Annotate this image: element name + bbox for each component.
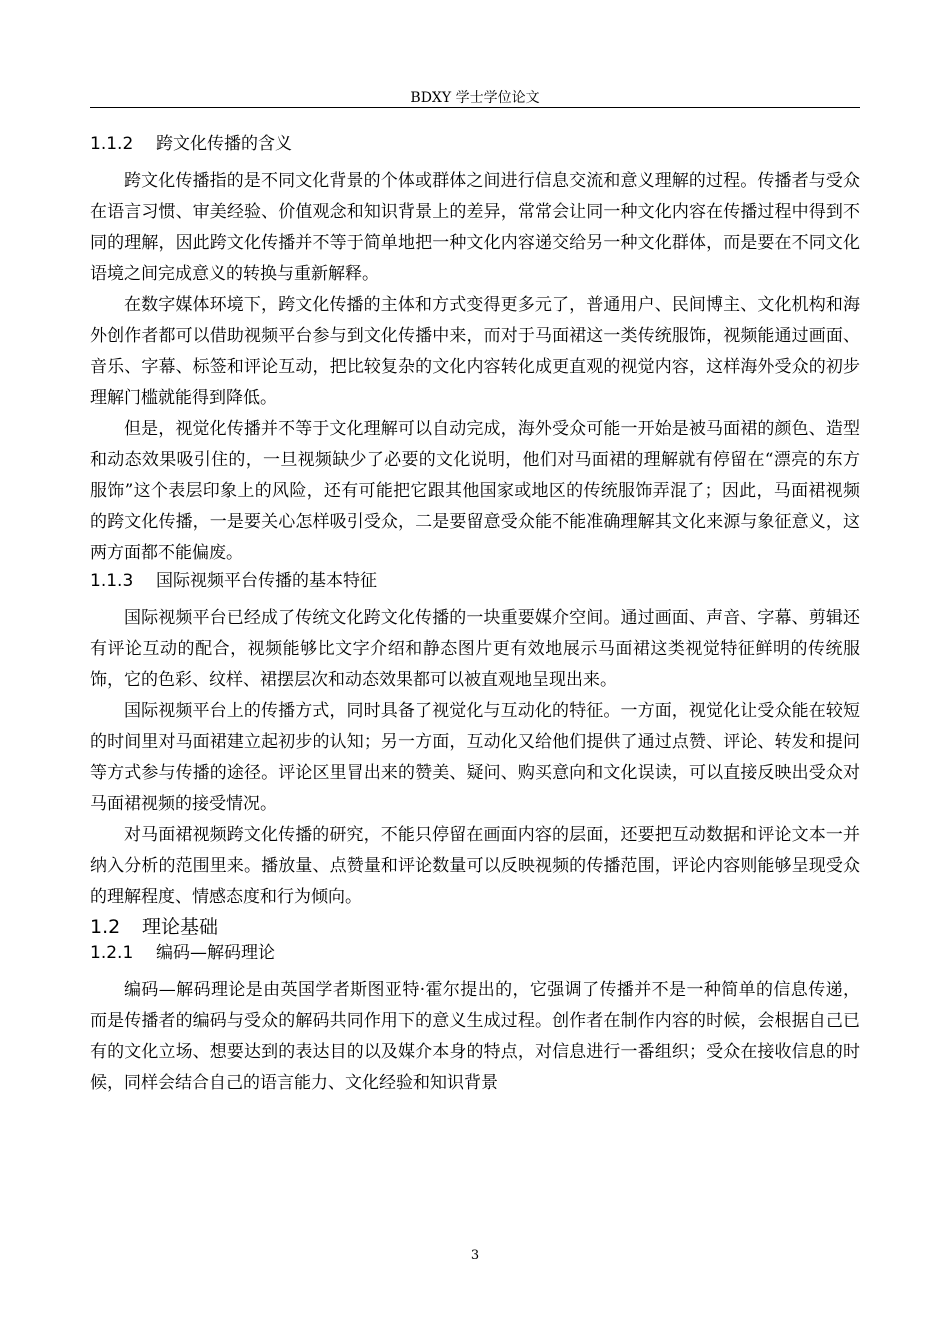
header-rule [90, 107, 860, 108]
section-number: 1.2.1 [90, 943, 134, 963]
section-heading-1-2 [90, 913, 860, 941]
body-paragraph: 国际视频平台上的传播方式，同时具备了视觉化与互动化的特征。一方面，视觉化让受众能在较短的时间里对马面裙建立起初步的认知；另一方面，互动化又给他们提供了通过点赞、评论、转发和提问等方式参与传播的途径。评论区里冒出来的赞美、疑问、购买意向和文化误读，可以直接反映出受众对马面裙视频的接受情况。 [90, 701, 860, 814]
section-number: 1.1.2 [90, 134, 134, 154]
section-title: 跨文化传播的含义 [156, 134, 292, 154]
body-paragraph: 对马面裙视频跨文化传播的研究，不能只停留在画面内容的层面，还要把互动数据和评论文本一并纳入分析的范围里来。播放量、点赞量和评论数量可以反映视频的传播范围，评论内容则能够呈现受众的理解程度、情感态度和行为倾向。 [90, 825, 860, 907]
body-paragraph: 编码—解码理论是由英国学者斯图亚特·霍尔提出的，它强调了传播并不是一种简单的信息传递，而是传播者的编码与受众的解码共同作用下的意义生成过程。创作者在制作内容的时候，会根据自己已有的文化立场、想要达到的表达目的以及媒介本身的特点，对信息进行一番组织；受众在接收信息的时候，同样会结合自己的语言能力、文化经验和知识背景 [90, 980, 860, 1093]
section-heading-1-1-3 [90, 569, 860, 593]
body-paragraph: 但是，视觉化传播并不等于文化理解可以自动完成，海外受众可能一开始是被马面裙的颜色、造型和动态效果吸引住的，一旦视频缺少了必要的文化说明，他们对马面裙的理解就有停留在“漂亮的东方服饰”这个表层印象上的风险，还有可能把它跟其他国家或地区的传统服饰弄混了；因此，马面裙视频的跨文化传播，一是要关心怎样吸引受众，二是要留意受众能不能准确理解其文化来源与象征意义，这两方面都不能偏废。 [90, 419, 860, 563]
body-paragraph: 跨文化传播指的是不同文化背景的个体或群体之间进行信息交流和意义理解的过程。传播者与受众在语言习惯、审美经验、价值观念和知识背景上的差异，常常会让同一种文化内容在传播过程中得到不同的理解，因此跨文化传播并不等于简单地把一种文化内容递交给另一种文化群体，而是要在不同文化语境之间完成意义的转换与重新解释。 [90, 171, 860, 284]
body-paragraph: 国际视频平台已经成了传统文化跨文化传播的一块重要媒介空间。通过画面、声音、字幕、剪辑还有评论互动的配合，视频能够比文字介绍和静态图片更有效地展示马面裙这类视觉特征鲜明的传统服饰，它的色彩、纹样、裙摆层次和动态效果都可以被直观地呈现出来。 [90, 608, 860, 690]
section-heading-1-1-2 [90, 132, 860, 156]
running-header-title: BDXY 学士学位论文 [410, 90, 540, 106]
page-number: 3 [470, 1248, 480, 1263]
section-number: 1.2 [90, 916, 121, 938]
section-title: 编码—解码理论 [156, 943, 275, 963]
section-heading-1-2-1 [90, 941, 860, 965]
section-number: 1.1.3 [90, 571, 134, 591]
body-paragraph: 在数字媒体环境下，跨文化传播的主体和方式变得更多元了，普通用户、民间博主、文化机构和海外创作者都可以借助视频平台参与到文化传播中来，而对于马面裙这一类传统服饰，视频能通过画面、音乐、字幕、标签和评论互动，把比较复杂的文化内容转化成更直观的视觉内容，这样海外受众的初步理解门槛就能得到降低。 [90, 295, 860, 408]
page-body [90, 132, 860, 1099]
section-title: 国际视频平台传播的基本特征 [156, 571, 377, 591]
section-title: 理论基础 [142, 916, 219, 938]
